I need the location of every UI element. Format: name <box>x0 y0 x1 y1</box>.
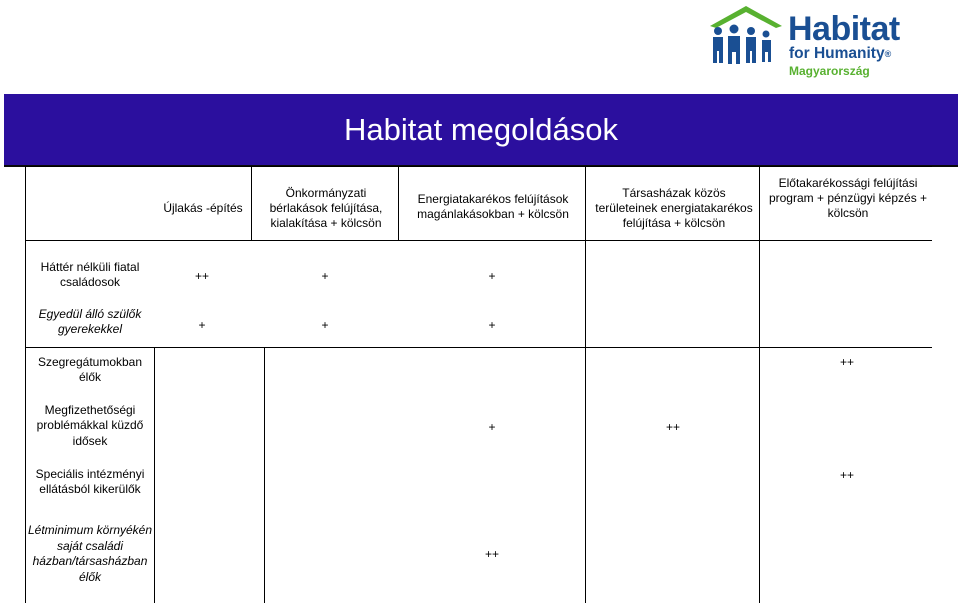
cell-mark: + <box>488 269 496 283</box>
page-title: Habitat megoldások <box>344 112 618 147</box>
row-header-segregated-areas: Szegregátumokban élők <box>37 354 143 384</box>
cell-mark: ++ <box>839 468 854 482</box>
column-header-savings-program: Előtakarékossági felújítási program + pénzügyi képzés + kölcsön <box>768 175 928 220</box>
row-divider <box>26 347 932 348</box>
column-divider <box>251 166 252 240</box>
column-header-new-construction: Újlakás -építés <box>163 200 243 215</box>
cell-mark: ++ <box>484 547 499 561</box>
column-header-municipal-rentals: Önkormányzati bérlakások felújítása, kialakítása + kölcsön <box>269 185 383 230</box>
header-top-border <box>26 166 932 167</box>
cell-mark: + <box>321 269 329 283</box>
cell-mark: + <box>198 318 206 332</box>
habitat-logo <box>706 4 906 80</box>
column-header-private-renovation: Energiatakarékos felújítások magánlakásokban + kölcsön <box>417 192 569 221</box>
title-bar <box>4 94 958 167</box>
column-header-condominium-renovation: Társasházak közös területeinek energiatakarékos felújítása + kölcsön <box>595 185 753 230</box>
house-people-icon <box>706 4 788 66</box>
column-divider <box>759 166 760 603</box>
row-header-young-families: Háttér nélküli fiatal családosok <box>40 259 140 289</box>
registered-mark: ® <box>884 49 892 59</box>
column-divider <box>398 166 399 240</box>
header-bottom-border <box>26 240 932 241</box>
column-divider <box>264 347 265 603</box>
column-divider <box>154 347 155 603</box>
logo-name-line1: Habitat <box>788 10 900 48</box>
logo-name-line2: for Humanity® <box>789 45 892 62</box>
cell-mark: ++ <box>194 269 209 283</box>
row-header-elderly-affordability: Megfizethetőségi problémákkal küzdő idősek <box>36 402 144 448</box>
cell-mark: + <box>488 420 496 434</box>
row-header-single-parents: Egyedül álló szülők gyerekekkel <box>38 306 142 336</box>
cell-mark: + <box>488 318 496 332</box>
row-header-leaving-institutions: Speciális intézményi ellátásból kikerülők <box>35 466 145 496</box>
cell-mark: ++ <box>839 355 854 369</box>
row-header-subsistence-level: Létminimum környékén saját családi házban/társasházban élők <box>27 523 153 584</box>
cell-mark: + <box>321 318 329 332</box>
column-divider <box>585 166 586 603</box>
logo-country: Magyarország <box>789 64 870 78</box>
cell-mark: ++ <box>665 420 680 434</box>
